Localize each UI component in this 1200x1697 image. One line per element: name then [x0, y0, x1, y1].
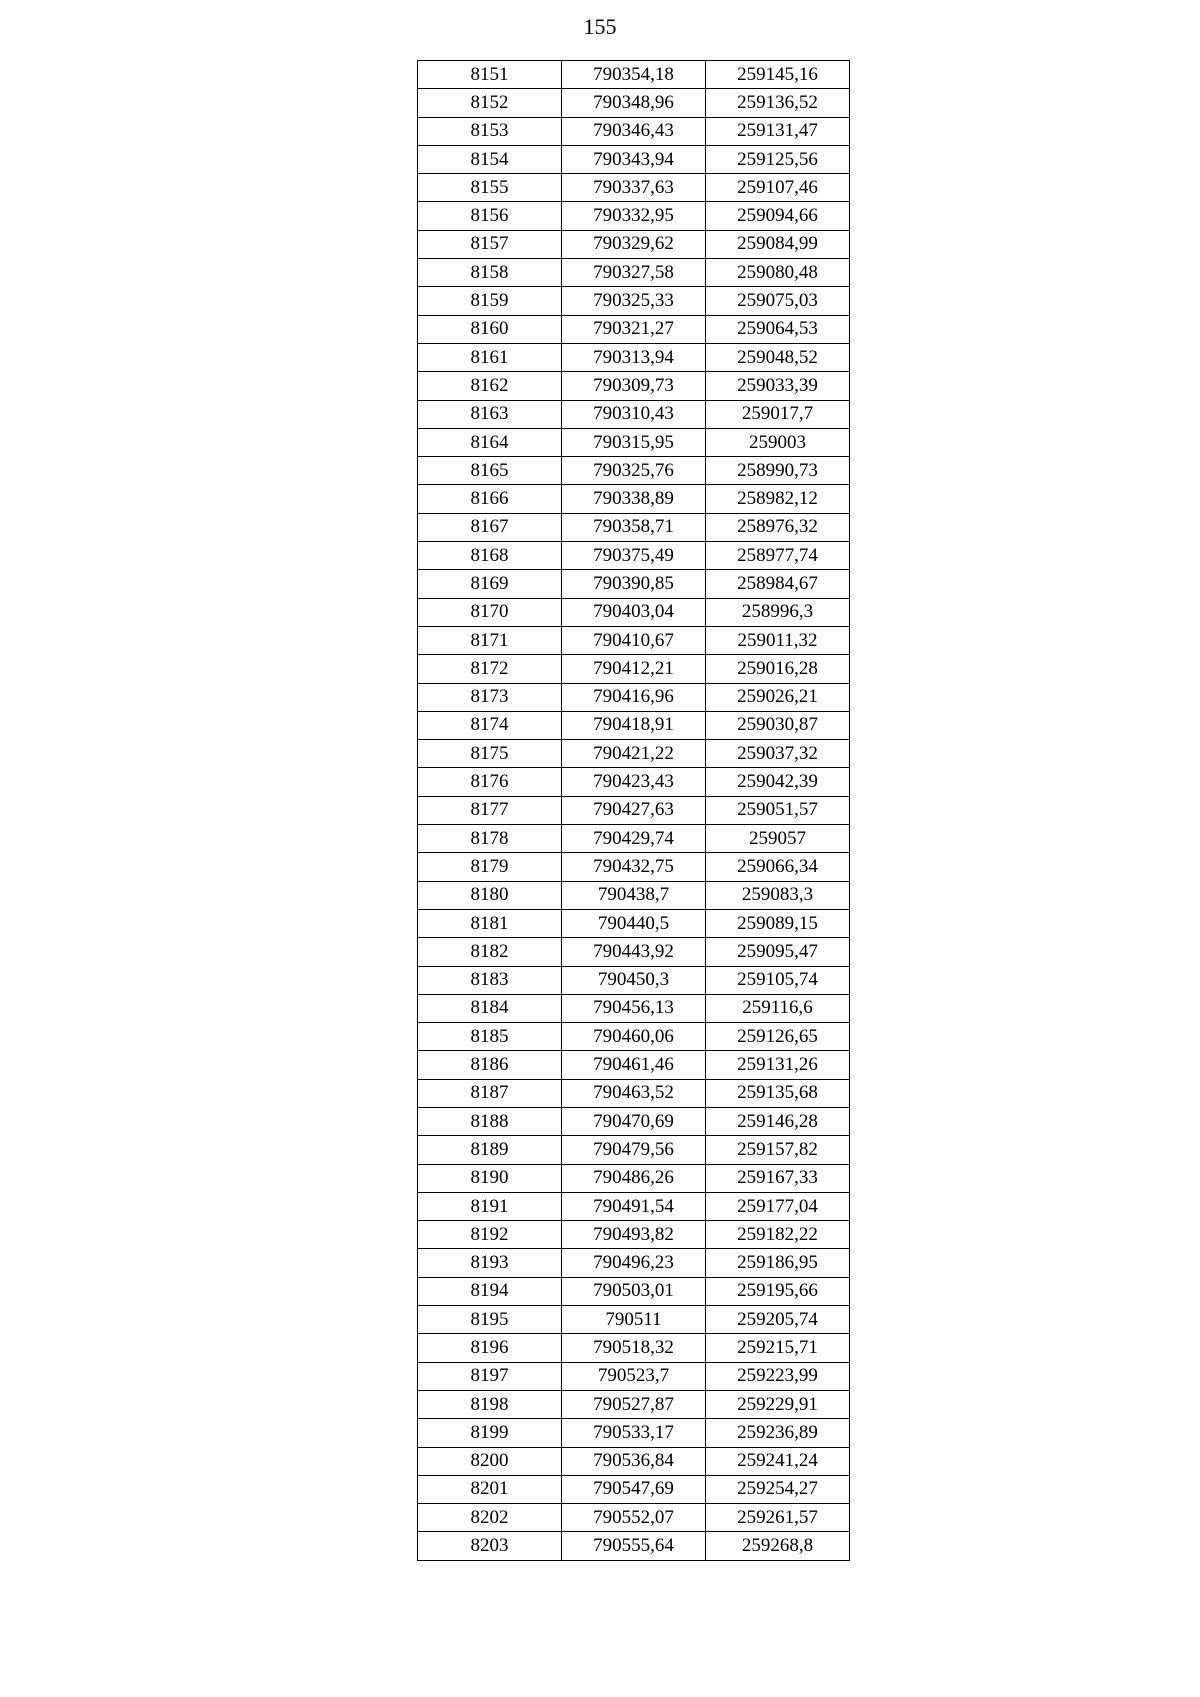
x-coordinate-cell: 790309,73 — [562, 372, 706, 400]
x-coordinate-cell: 790375,49 — [562, 542, 706, 570]
table-row — [418, 1390, 850, 1418]
x-coordinate-cell: 790511 — [562, 1306, 706, 1334]
x-coordinate-cell: 790470,69 — [562, 1107, 706, 1135]
x-coordinate-cell: 790496,23 — [562, 1249, 706, 1277]
x-coordinate-cell: 790463,52 — [562, 1079, 706, 1107]
y-coordinate-cell: 259089,15 — [706, 909, 850, 937]
table-row — [418, 1079, 850, 1107]
x-coordinate-cell: 790479,56 — [562, 1136, 706, 1164]
x-coordinate-cell: 790536,84 — [562, 1447, 706, 1475]
table-row — [418, 1051, 850, 1079]
x-coordinate-cell: 790423,43 — [562, 768, 706, 796]
coordinates-table-body — [418, 61, 850, 1561]
y-coordinate-cell: 259229,91 — [706, 1390, 850, 1418]
table-row — [418, 626, 850, 654]
table-row — [418, 61, 850, 89]
y-coordinate-cell: 259017,7 — [706, 400, 850, 428]
x-coordinate-cell: 790432,75 — [562, 853, 706, 881]
x-coordinate-cell: 790491,54 — [562, 1192, 706, 1220]
table-row — [418, 909, 850, 937]
table-row — [418, 994, 850, 1022]
table-row — [418, 768, 850, 796]
point-number-cell: 8162 — [418, 372, 562, 400]
y-coordinate-cell: 259146,28 — [706, 1107, 850, 1135]
y-coordinate-cell: 259131,26 — [706, 1051, 850, 1079]
y-coordinate-cell: 259205,74 — [706, 1306, 850, 1334]
y-coordinate-cell: 259268,8 — [706, 1532, 850, 1560]
table-row — [418, 372, 850, 400]
x-coordinate-cell: 790325,33 — [562, 287, 706, 315]
table-row — [418, 881, 850, 909]
table-row — [418, 315, 850, 343]
y-coordinate-cell: 259125,56 — [706, 145, 850, 173]
point-number-cell: 8195 — [418, 1306, 562, 1334]
y-coordinate-cell: 259215,71 — [706, 1334, 850, 1362]
table-row — [418, 796, 850, 824]
y-coordinate-cell: 259095,47 — [706, 938, 850, 966]
point-number-cell: 8197 — [418, 1362, 562, 1390]
y-coordinate-cell: 259051,57 — [706, 796, 850, 824]
table-row — [418, 1277, 850, 1305]
x-coordinate-cell: 790533,17 — [562, 1419, 706, 1447]
point-number-cell: 8181 — [418, 909, 562, 937]
x-coordinate-cell: 790325,76 — [562, 457, 706, 485]
point-number-cell: 8176 — [418, 768, 562, 796]
table-row — [418, 400, 850, 428]
x-coordinate-cell: 790332,95 — [562, 202, 706, 230]
point-number-cell: 8202 — [418, 1504, 562, 1532]
y-coordinate-cell: 259131,47 — [706, 117, 850, 145]
table-row — [418, 1023, 850, 1051]
y-coordinate-cell: 258982,12 — [706, 485, 850, 513]
x-coordinate-cell: 790461,46 — [562, 1051, 706, 1079]
x-coordinate-cell: 790547,69 — [562, 1475, 706, 1503]
x-coordinate-cell: 790354,18 — [562, 61, 706, 89]
x-coordinate-cell: 790503,01 — [562, 1277, 706, 1305]
table-row — [418, 1192, 850, 1220]
point-number-cell: 8169 — [418, 570, 562, 598]
table-row — [418, 1306, 850, 1334]
table-row — [418, 1475, 850, 1503]
y-coordinate-cell: 259177,04 — [706, 1192, 850, 1220]
point-number-cell: 8188 — [418, 1107, 562, 1135]
x-coordinate-cell: 790456,13 — [562, 994, 706, 1022]
table-row — [418, 683, 850, 711]
x-coordinate-cell: 790527,87 — [562, 1390, 706, 1418]
y-coordinate-cell: 259033,39 — [706, 372, 850, 400]
point-number-cell: 8179 — [418, 853, 562, 881]
table-row — [418, 966, 850, 994]
table-row — [418, 1164, 850, 1192]
table-row — [418, 825, 850, 853]
x-coordinate-cell: 790552,07 — [562, 1504, 706, 1532]
x-coordinate-cell: 790450,3 — [562, 966, 706, 994]
x-coordinate-cell: 790390,85 — [562, 570, 706, 598]
y-coordinate-cell: 259042,39 — [706, 768, 850, 796]
y-coordinate-cell: 259105,74 — [706, 966, 850, 994]
point-number-cell: 8159 — [418, 287, 562, 315]
point-number-cell: 8196 — [418, 1334, 562, 1362]
point-number-cell: 8178 — [418, 825, 562, 853]
table-row — [418, 259, 850, 287]
y-coordinate-cell: 259157,82 — [706, 1136, 850, 1164]
point-number-cell: 8163 — [418, 400, 562, 428]
y-coordinate-cell: 259084,99 — [706, 230, 850, 258]
x-coordinate-cell: 790443,92 — [562, 938, 706, 966]
x-coordinate-cell: 790427,63 — [562, 796, 706, 824]
x-coordinate-cell: 790429,74 — [562, 825, 706, 853]
x-coordinate-cell: 790358,71 — [562, 513, 706, 541]
point-number-cell: 8167 — [418, 513, 562, 541]
point-number-cell: 8192 — [418, 1221, 562, 1249]
point-number-cell: 8200 — [418, 1447, 562, 1475]
table-row — [418, 711, 850, 739]
y-coordinate-cell: 259030,87 — [706, 711, 850, 739]
point-number-cell: 8184 — [418, 994, 562, 1022]
table-row — [418, 1447, 850, 1475]
table-row — [418, 1504, 850, 1532]
x-coordinate-cell: 790329,62 — [562, 230, 706, 258]
x-coordinate-cell: 790348,96 — [562, 89, 706, 117]
table-row — [418, 287, 850, 315]
y-coordinate-cell: 259107,46 — [706, 174, 850, 202]
x-coordinate-cell: 790440,5 — [562, 909, 706, 937]
y-coordinate-cell: 259167,33 — [706, 1164, 850, 1192]
table-row — [418, 145, 850, 173]
point-number-cell: 8187 — [418, 1079, 562, 1107]
y-coordinate-cell: 259094,66 — [706, 202, 850, 230]
point-number-cell: 8189 — [418, 1136, 562, 1164]
point-number-cell: 8174 — [418, 711, 562, 739]
x-coordinate-cell: 790313,94 — [562, 343, 706, 371]
x-coordinate-cell: 790518,32 — [562, 1334, 706, 1362]
point-number-cell: 8160 — [418, 315, 562, 343]
table-row — [418, 428, 850, 456]
y-coordinate-cell: 259011,32 — [706, 626, 850, 654]
point-number-cell: 8153 — [418, 117, 562, 145]
table-row — [418, 1362, 850, 1390]
point-number-cell: 8173 — [418, 683, 562, 711]
y-coordinate-cell: 258990,73 — [706, 457, 850, 485]
y-coordinate-cell: 259064,53 — [706, 315, 850, 343]
point-number-cell: 8170 — [418, 598, 562, 626]
table-row — [418, 117, 850, 145]
x-coordinate-cell: 790523,7 — [562, 1362, 706, 1390]
y-coordinate-cell: 259182,22 — [706, 1221, 850, 1249]
y-coordinate-cell: 258996,3 — [706, 598, 850, 626]
y-coordinate-cell: 258984,67 — [706, 570, 850, 598]
y-coordinate-cell: 259016,28 — [706, 655, 850, 683]
point-number-cell: 8186 — [418, 1051, 562, 1079]
table-row — [418, 1249, 850, 1277]
point-number-cell: 8156 — [418, 202, 562, 230]
x-coordinate-cell: 790338,89 — [562, 485, 706, 513]
y-coordinate-cell: 259145,16 — [706, 61, 850, 89]
table-row — [418, 174, 850, 202]
point-number-cell: 8203 — [418, 1532, 562, 1560]
y-coordinate-cell: 259026,21 — [706, 683, 850, 711]
page-number: 155 — [583, 14, 617, 39]
point-number-cell: 8190 — [418, 1164, 562, 1192]
table-row — [418, 570, 850, 598]
table-row — [418, 202, 850, 230]
y-coordinate-cell: 259048,52 — [706, 343, 850, 371]
y-coordinate-cell: 259003 — [706, 428, 850, 456]
table-row — [418, 230, 850, 258]
point-number-cell: 8152 — [418, 89, 562, 117]
point-number-cell: 8193 — [418, 1249, 562, 1277]
x-coordinate-cell: 790438,7 — [562, 881, 706, 909]
y-coordinate-cell: 259236,89 — [706, 1419, 850, 1447]
x-coordinate-cell: 790337,63 — [562, 174, 706, 202]
table-row — [418, 485, 850, 513]
point-number-cell: 8164 — [418, 428, 562, 456]
point-number-cell: 8180 — [418, 881, 562, 909]
x-coordinate-cell: 790421,22 — [562, 740, 706, 768]
point-number-cell: 8185 — [418, 1023, 562, 1051]
y-coordinate-cell: 259083,3 — [706, 881, 850, 909]
table-row — [418, 938, 850, 966]
table-row — [418, 655, 850, 683]
y-coordinate-cell: 259066,34 — [706, 853, 850, 881]
point-number-cell: 8198 — [418, 1390, 562, 1418]
x-coordinate-cell: 790460,06 — [562, 1023, 706, 1051]
table-row — [418, 89, 850, 117]
x-coordinate-cell: 790327,58 — [562, 259, 706, 287]
x-coordinate-cell: 790555,64 — [562, 1532, 706, 1560]
table-row — [418, 457, 850, 485]
y-coordinate-cell: 259057 — [706, 825, 850, 853]
table-row — [418, 1107, 850, 1135]
point-number-cell: 8194 — [418, 1277, 562, 1305]
x-coordinate-cell: 790493,82 — [562, 1221, 706, 1249]
point-number-cell: 8155 — [418, 174, 562, 202]
table-row — [418, 1334, 850, 1362]
x-coordinate-cell: 790403,04 — [562, 598, 706, 626]
table-row — [418, 343, 850, 371]
x-coordinate-cell: 790315,95 — [562, 428, 706, 456]
y-coordinate-cell: 258977,74 — [706, 542, 850, 570]
table-row — [418, 542, 850, 570]
point-number-cell: 8199 — [418, 1419, 562, 1447]
y-coordinate-cell: 259116,6 — [706, 994, 850, 1022]
y-coordinate-cell: 259254,27 — [706, 1475, 850, 1503]
point-number-cell: 8175 — [418, 740, 562, 768]
point-number-cell: 8151 — [418, 61, 562, 89]
y-coordinate-cell: 259080,48 — [706, 259, 850, 287]
point-number-cell: 8201 — [418, 1475, 562, 1503]
table-row — [418, 1221, 850, 1249]
table-row — [418, 1532, 850, 1560]
point-number-cell: 8158 — [418, 259, 562, 287]
y-coordinate-cell: 259075,03 — [706, 287, 850, 315]
y-coordinate-cell: 259223,99 — [706, 1362, 850, 1390]
point-number-cell: 8191 — [418, 1192, 562, 1220]
table-row — [418, 740, 850, 768]
y-coordinate-cell: 259195,66 — [706, 1277, 850, 1305]
point-number-cell: 8166 — [418, 485, 562, 513]
point-number-cell: 8168 — [418, 542, 562, 570]
x-coordinate-cell: 790486,26 — [562, 1164, 706, 1192]
point-number-cell: 8171 — [418, 626, 562, 654]
table-row — [418, 598, 850, 626]
point-number-cell: 8165 — [418, 457, 562, 485]
x-coordinate-cell: 790416,96 — [562, 683, 706, 711]
y-coordinate-cell: 259135,68 — [706, 1079, 850, 1107]
point-number-cell: 8154 — [418, 145, 562, 173]
x-coordinate-cell: 790410,67 — [562, 626, 706, 654]
x-coordinate-cell: 790310,43 — [562, 400, 706, 428]
table-row — [418, 1136, 850, 1164]
y-coordinate-cell: 259126,65 — [706, 1023, 850, 1051]
y-coordinate-cell: 259186,95 — [706, 1249, 850, 1277]
point-number-cell: 8172 — [418, 655, 562, 683]
point-number-cell: 8157 — [418, 230, 562, 258]
point-number-cell: 8161 — [418, 343, 562, 371]
coordinates-table — [417, 60, 850, 1561]
table-row — [418, 1419, 850, 1447]
point-number-cell: 8177 — [418, 796, 562, 824]
x-coordinate-cell: 790412,21 — [562, 655, 706, 683]
table-row — [418, 513, 850, 541]
point-number-cell: 8183 — [418, 966, 562, 994]
x-coordinate-cell: 790343,94 — [562, 145, 706, 173]
point-number-cell: 8182 — [418, 938, 562, 966]
x-coordinate-cell: 790346,43 — [562, 117, 706, 145]
x-coordinate-cell: 790321,27 — [562, 315, 706, 343]
table-row — [418, 853, 850, 881]
x-coordinate-cell: 790418,91 — [562, 711, 706, 739]
y-coordinate-cell: 259241,24 — [706, 1447, 850, 1475]
y-coordinate-cell: 258976,32 — [706, 513, 850, 541]
y-coordinate-cell: 259037,32 — [706, 740, 850, 768]
y-coordinate-cell: 259136,52 — [706, 89, 850, 117]
y-coordinate-cell: 259261,57 — [706, 1504, 850, 1532]
